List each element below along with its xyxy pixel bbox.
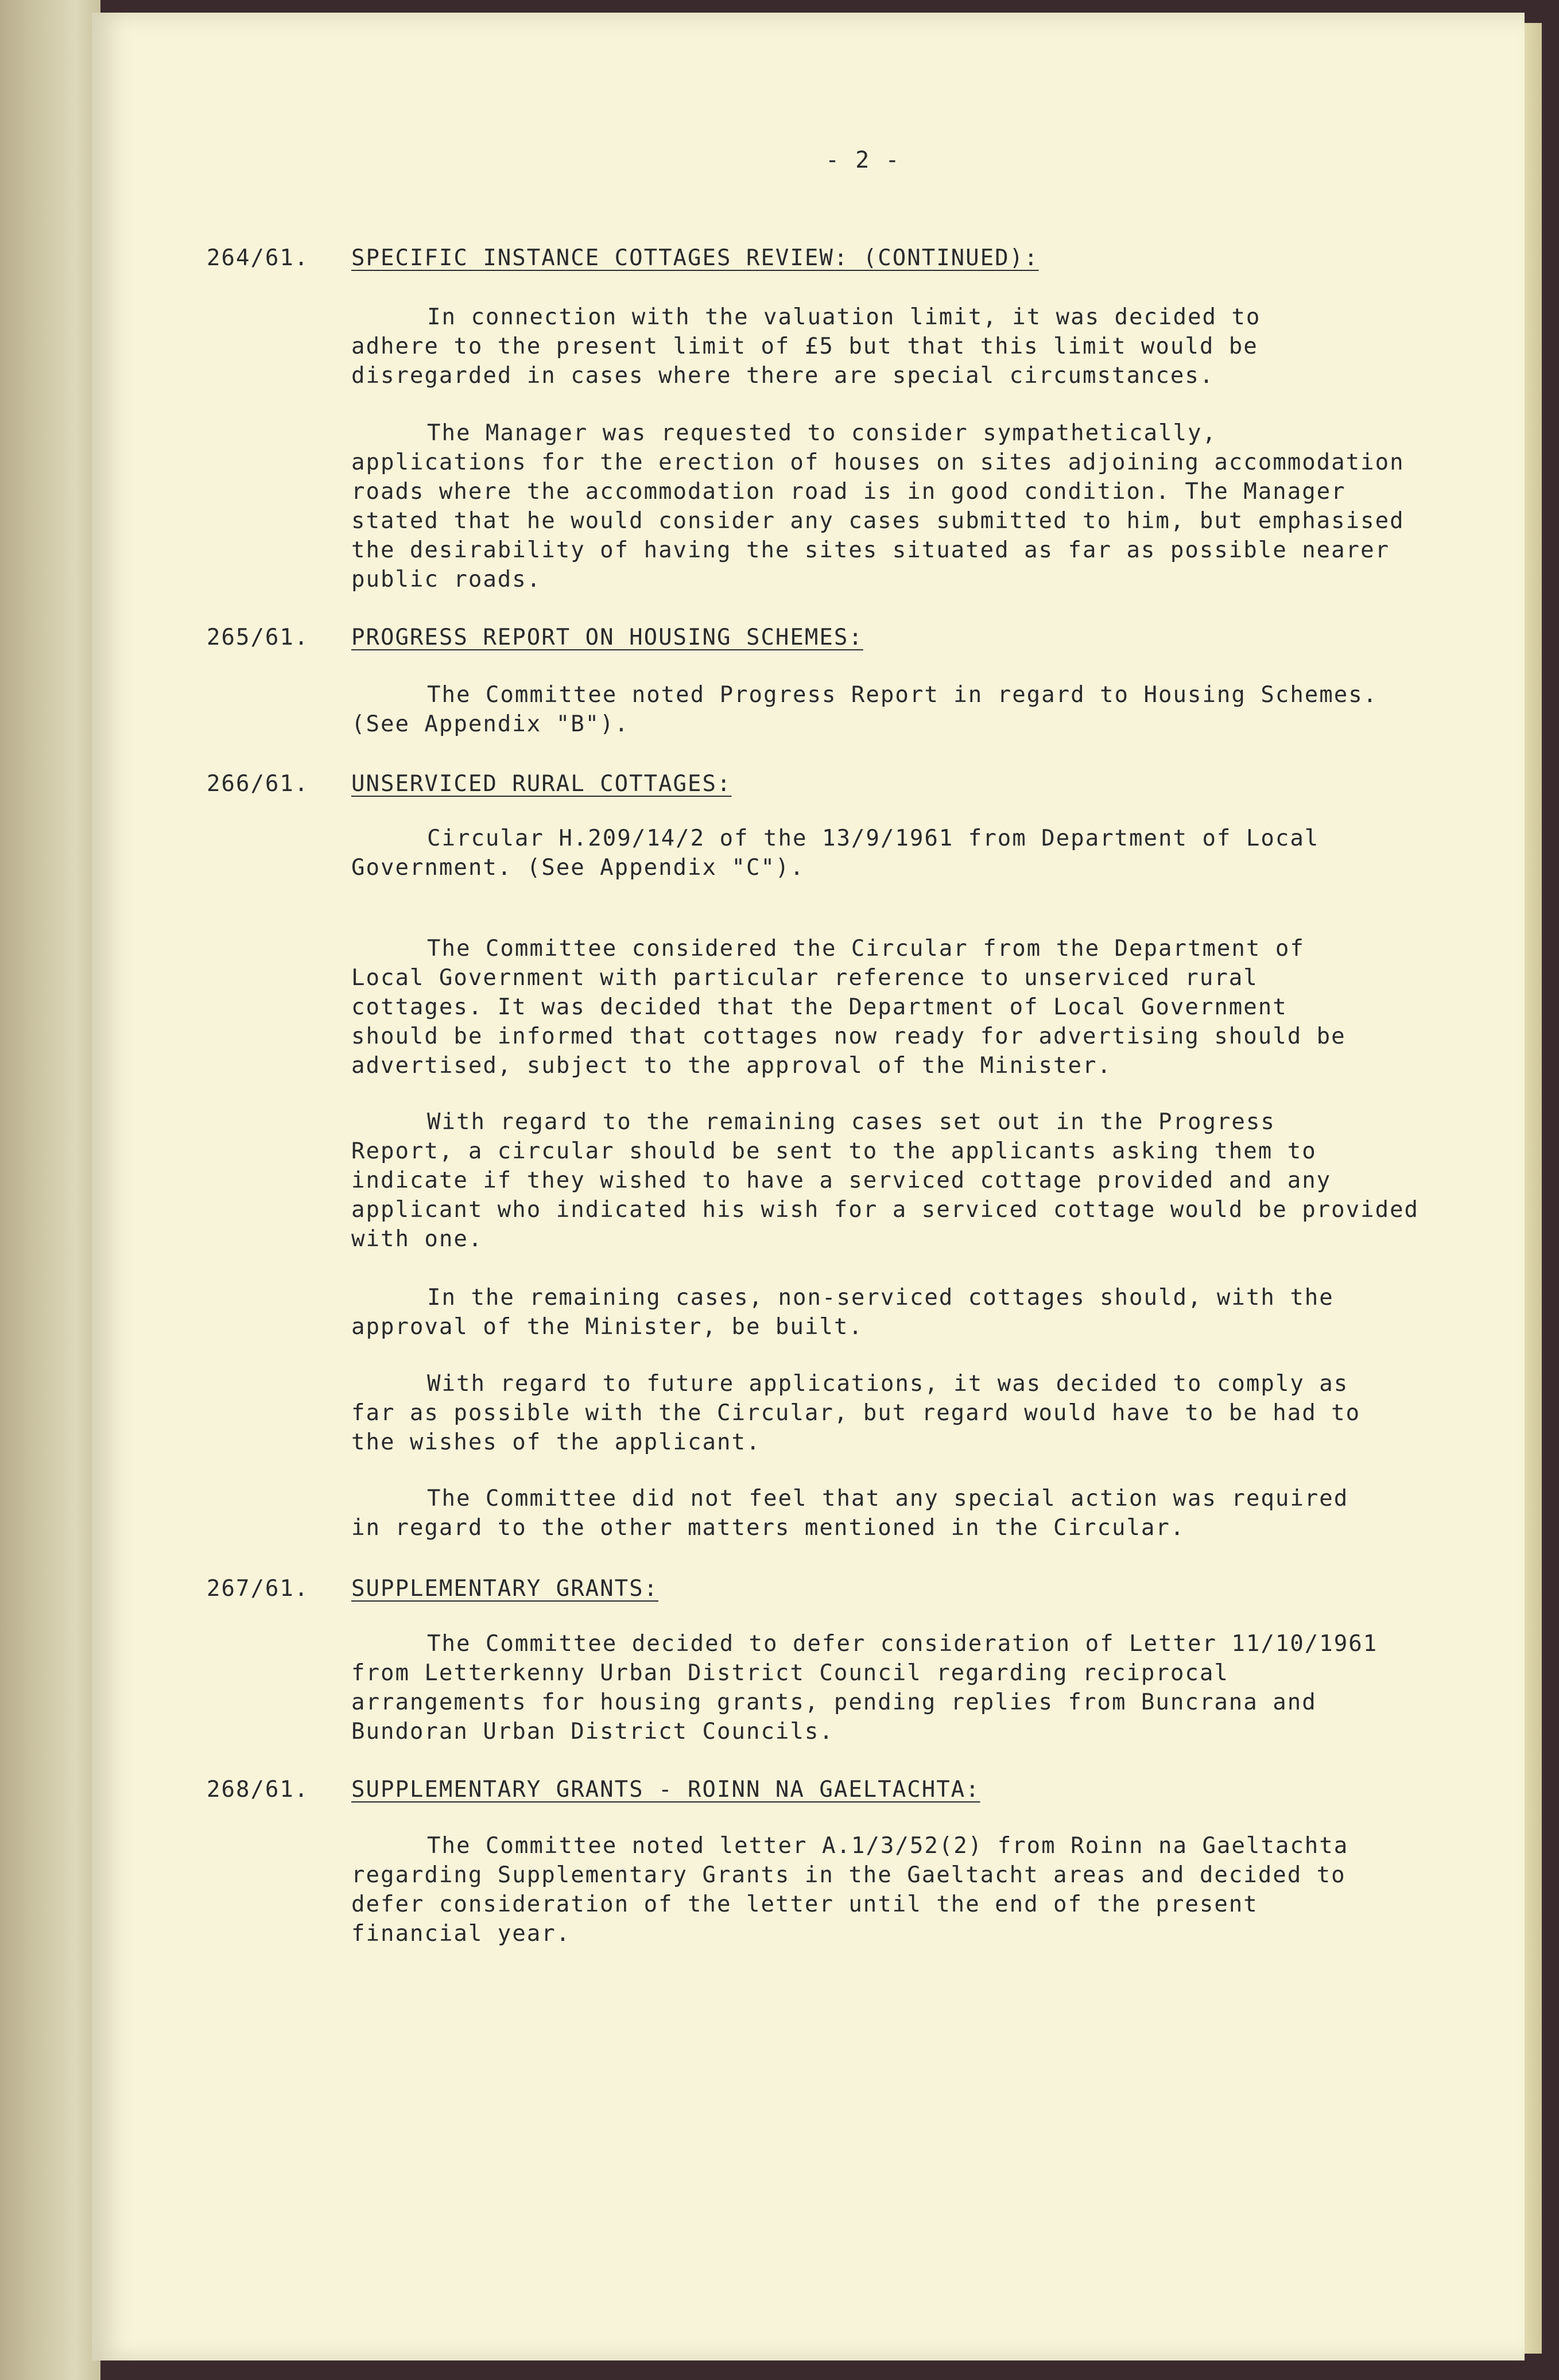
paragraph: The Committee did not feel that any special action was required in regard to the other matters mentioned in the Circular.	[351, 1486, 1349, 1541]
paragraph: With regard to the remaining cases set out in the Progress Report, a circular should be sent to the applicants asking them to indicate if they wished to have a serviced cottage provided and any applicant who indicated his wish for a serviced cottage would be provided with one.	[351, 1109, 1420, 1252]
item-number: 266/61.	[207, 771, 309, 797]
paragraph: With regard to future applications, it was decided to comply as far as possible with the Circular, but regard would have to be had to the wishes of the applicant.	[351, 1371, 1361, 1455]
book-binding	[0, 0, 100, 2380]
item-heading: SUPPLEMENTARY GRANTS - ROINN NA GAELTACHTA:	[351, 1777, 980, 1803]
paragraph: The Committee noted letter A.1/3/52(2) from Roinn na Gaeltachta regarding Supplementary Grants in the Gaeltacht areas and decided to defer consideration of the letter until the end of the present financial year.	[351, 1833, 1349, 1947]
paragraph: Circular H.209/14/2 of the 13/9/1961 from Department of Local Government. (See Appendix "C").	[351, 825, 1320, 881]
paragraph: The Committee considered the Circular from the Department of Local Government with particular reference to unserviced rural cottages. It was decided that the Department of Local Government should be informed that cottages now ready for advertising should be advertised, subject to the approval of the Minister.	[351, 936, 1346, 1079]
item-number: 267/61.	[207, 1576, 309, 1602]
paragraph: The Committee decided to defer consideration of Letter 11/10/1961 from Letterkenny Urban District Council regarding reciprocal arrangements for housing grants, pending replies from Buncrana and Bundoran Urban District Councils.	[351, 1631, 1378, 1745]
item-heading: SPECIFIC INSTANCE COTTAGES REVIEW: (CONTINUED):	[351, 245, 1039, 271]
item-heading: PROGRESS REPORT ON HOUSING SCHEMES:	[351, 625, 863, 650]
paragraph: The Manager was requested to consider sympathetically, applications for the erection of houses on sites adjoining accommodation roads where the accommodation road is in good condition. The Manager stated that he would consider any cases submitted to him, but emphasised the desirability of having the sites situated as far as possible nearer public roads.	[351, 420, 1405, 592]
document-page	[92, 13, 1525, 2360]
item-heading: SUPPLEMENTARY GRANTS:	[351, 1576, 659, 1602]
paragraph: In connection with the valuation limit, it was decided to adhere to the present limit of £5 but that this limit would be disregarded in cases where there are special circumstances.	[351, 304, 1261, 389]
item-number: 264/61.	[207, 245, 309, 271]
item-number: 268/61.	[207, 1777, 309, 1803]
paragraph: The Committee noted Progress Report in regard to Housing Schemes. (See Appendix "B").	[351, 682, 1378, 737]
page-number: - 2 -	[825, 147, 901, 173]
item-number: 265/61.	[207, 625, 309, 650]
item-heading: UNSERVICED RURAL COTTAGES:	[351, 771, 732, 797]
paragraph: In the remaining cases, non-serviced cottages should, with the approval of the Minister, be built.	[351, 1285, 1334, 1340]
